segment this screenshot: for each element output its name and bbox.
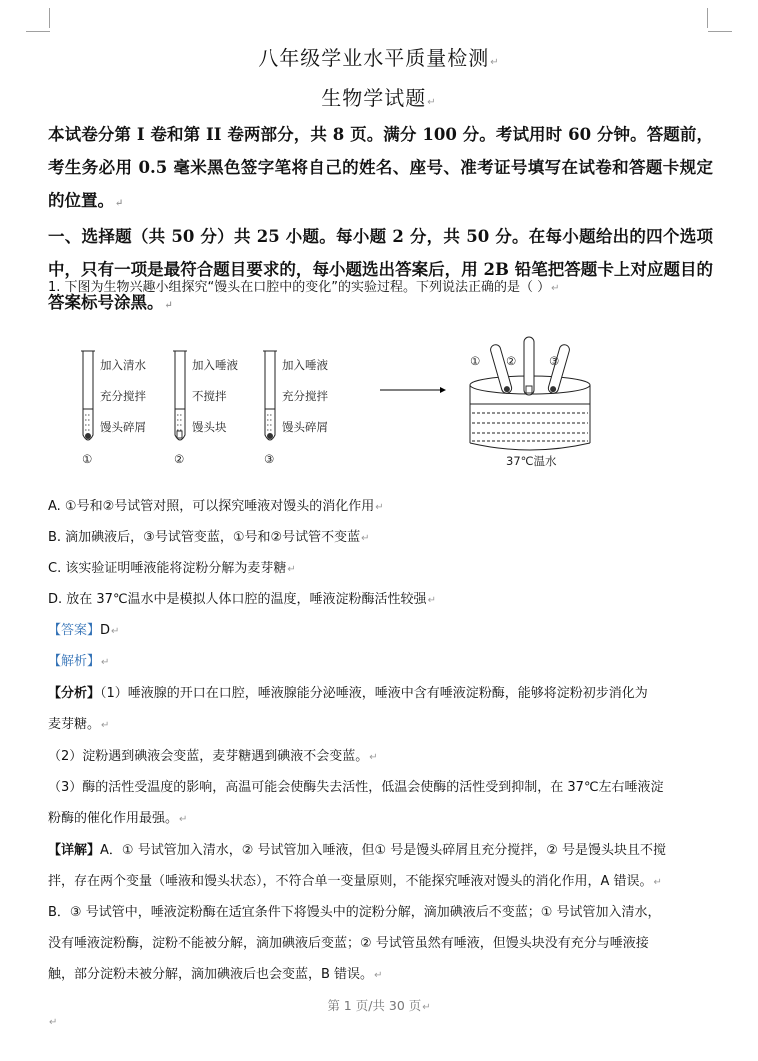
fenxi-label: 【分析】: [48, 686, 101, 701]
xiangjie-b1: B．③ 号试管中，唾液淀粉酶在适宜条件下将馒头中的淀粉分解，滴加碘液后不变蓝；① 号试管加入清水，: [48, 905, 661, 920]
bath-bottom: [470, 443, 590, 450]
exam-title-text: 八年级学业水平质量检测: [258, 46, 490, 70]
option-c[interactable]: [48, 561, 296, 578]
option-a-text: A. ①号和②号试管对照，可以探究唾液对馒头的消化作用: [48, 499, 375, 514]
bath-tube-3: [547, 344, 570, 395]
xiangjie-label: 【详解】: [48, 843, 101, 858]
fenxi-line-5: [48, 811, 187, 828]
paragraph-mark: ↵: [375, 502, 384, 513]
exam-title: [0, 42, 758, 71]
option-b-text: B. 滴加碘液后，③号试管变蓝，①号和②号试管不变蓝: [48, 530, 361, 545]
corner-mark-left-h: [26, 31, 50, 32]
fenxi-line-1: [48, 686, 648, 702]
tube-number: ③: [264, 452, 275, 466]
analysis-label: 【解析】: [48, 654, 101, 669]
exam-subtitle-text: 生物学试题: [321, 86, 427, 110]
section-text: 一、选择题（共 50 分）共 25 小题。每小题 2 分，共 50 分。在每小题给出的四个选项中，只有一项是最符合题目要求的，每小题选出答案后，用 2B 铅笔把答题卡上对应题目的答案标号涂黑。: [48, 227, 713, 312]
tube-label: 加入唾液: [282, 358, 328, 372]
bath-number-3: ③: [549, 354, 560, 368]
fenxi-1b: 麦芽糖。: [48, 717, 101, 732]
corner-mark-left-v: [49, 8, 50, 28]
xiangjie-b3: 触，部分淀粉未被分解，滴加碘液后也会变蓝，B 错误。: [48, 967, 374, 982]
answer-line: [48, 623, 119, 640]
paragraph-mark: ↵: [164, 300, 173, 311]
xiangjie-line-2: [48, 874, 662, 891]
paragraph-mark: ↵: [653, 877, 662, 888]
paragraph-mark: ↵: [490, 57, 500, 68]
fenxi-line-3: [48, 749, 378, 766]
xiangjie-line-1: [48, 843, 666, 859]
fenxi-3a: （3）酶的活性受温度的影响，高温可能会使酶失去活性，低温会使酶的活性受到抑制，在 37℃左右唾液淀: [48, 780, 664, 795]
option-a[interactable]: [48, 499, 384, 516]
instructions-intro: [48, 118, 713, 220]
page-number: 第 1 页/共 30 页: [327, 998, 422, 1013]
paragraph-mark: ↵: [361, 533, 370, 544]
answer-value: D: [100, 623, 111, 638]
tube-outline: [175, 351, 185, 440]
option-d[interactable]: [48, 592, 436, 609]
bread-crumbs: [85, 433, 91, 439]
tube-outline: [265, 351, 275, 440]
paragraph-mark: ↵: [49, 1017, 58, 1028]
xiangjie-a1: A．① 号试管加入清水，② 号试管加入唾液，但① 号是馒头碎屑且充分搅拌，② 号是馒头块且不搅: [100, 843, 667, 858]
tube-outline: [83, 351, 93, 440]
analysis-heading: [48, 654, 109, 671]
paragraph-mark: ↵: [427, 97, 437, 108]
question-stem: [48, 280, 560, 297]
xiangjie-line-3: [48, 905, 661, 921]
bath-temperature-label: 37℃温水: [506, 454, 557, 468]
bath-number-1: ①: [470, 354, 481, 368]
tube-number: ①: [82, 452, 93, 466]
answer-label: 【答案】: [48, 623, 101, 638]
bath-number-2: ②: [506, 354, 517, 368]
paragraph-mark: ↵: [422, 1002, 431, 1013]
tube-label: 馒头块: [192, 420, 227, 434]
question-stem-text: 1. 下图为生物兴趣小组探究“馒头在口腔中的变化”的实验过程。下列说法正确的是（ ）: [48, 280, 551, 295]
paragraph-mark: ↵: [551, 283, 560, 294]
bread-crumbs: [267, 433, 273, 439]
paragraph-mark: ↵: [427, 595, 436, 606]
paragraph-mark: ↵: [101, 657, 110, 668]
arrow-head: [440, 387, 446, 393]
tube-label: 加入清水: [100, 358, 146, 372]
corner-mark-right-v: [707, 8, 708, 28]
page-footer: [0, 996, 758, 1014]
paragraph-mark: ↵: [179, 814, 188, 825]
xiangjie-b2: 没有唾液淀粉酶，淀粉不能被分解，滴加碘液后变蓝；② 号试管虽然有唾液，但馒头块没有充分与唾液接: [48, 936, 649, 951]
fenxi-line-4: [48, 780, 664, 796]
paragraph-mark: ↵: [374, 970, 383, 981]
paragraph-mark: ↵: [115, 198, 124, 209]
tube-number: ②: [174, 452, 185, 466]
paragraph-mark: ↵: [369, 752, 378, 763]
test-tube-2: [173, 351, 238, 466]
test-tube-1: [81, 351, 146, 466]
option-b[interactable]: [48, 530, 370, 547]
corner-mark-right-h: [708, 31, 732, 32]
intro-text: 本试卷分第 I 卷和第 II 卷两部分，共 8 页。满分 100 分。考试用时 60 分钟。答题前，考生务必用 0.5 毫米黑色签字笔将自己的姓名、座号、准考证号填写在试卷和答题卡规定的位置。: [48, 125, 713, 210]
xiangjie-a2: 拌，存在两个变量（唾液和馒头状态），不符合单一变量原则，不能探究唾液对馒头的消化作用，A 错误。: [48, 874, 653, 889]
trailing-paragraph-mark: [48, 1014, 57, 1031]
fenxi-2: （2）淀粉遇到碘液会变蓝，麦芽糖遇到碘液不会变蓝。: [48, 749, 369, 764]
paragraph-mark: ↵: [287, 564, 296, 575]
xiangjie-line-5: [48, 967, 382, 984]
test-tube-3: [263, 351, 328, 466]
water-bath: [470, 337, 590, 468]
exam-subtitle: [0, 82, 758, 111]
tube-label: 充分搅拌: [282, 389, 328, 403]
fenxi-1a: （1）唾液腺的开口在口腔，唾液腺能分泌唾液，唾液中含有唾液淀粉酶，能够将淀粉初步消化为: [100, 686, 648, 701]
fenxi-line-2: [48, 717, 109, 734]
tube-label: 充分搅拌: [100, 389, 146, 403]
tube-group: [81, 351, 328, 466]
tube-label: 馒头碎屑: [100, 420, 146, 434]
xiangjie-line-4: [48, 936, 649, 952]
fenxi-3b: 粉酶的催化作用最强。: [48, 811, 179, 826]
paragraph-mark: ↵: [101, 720, 110, 731]
paragraph-mark: ↵: [111, 626, 120, 637]
option-c-text: C. 该实验证明唾液能将淀粉分解为麦芽糖: [48, 561, 287, 576]
instructions-section: [48, 220, 713, 322]
bread-block: [177, 431, 182, 438]
tube-label: 馒头碎屑: [282, 420, 328, 434]
bath-tube-2: [524, 337, 534, 395]
tube-label: 加入唾液: [192, 358, 238, 372]
bath-tube-1: [489, 344, 512, 395]
experiment-diagram: [60, 335, 660, 485]
tube-label: 不搅拌: [192, 389, 227, 403]
option-d-text: D. 放在 37℃温水中是模拟人体口腔的温度，唾液淀粉酶活性较强: [48, 592, 427, 607]
